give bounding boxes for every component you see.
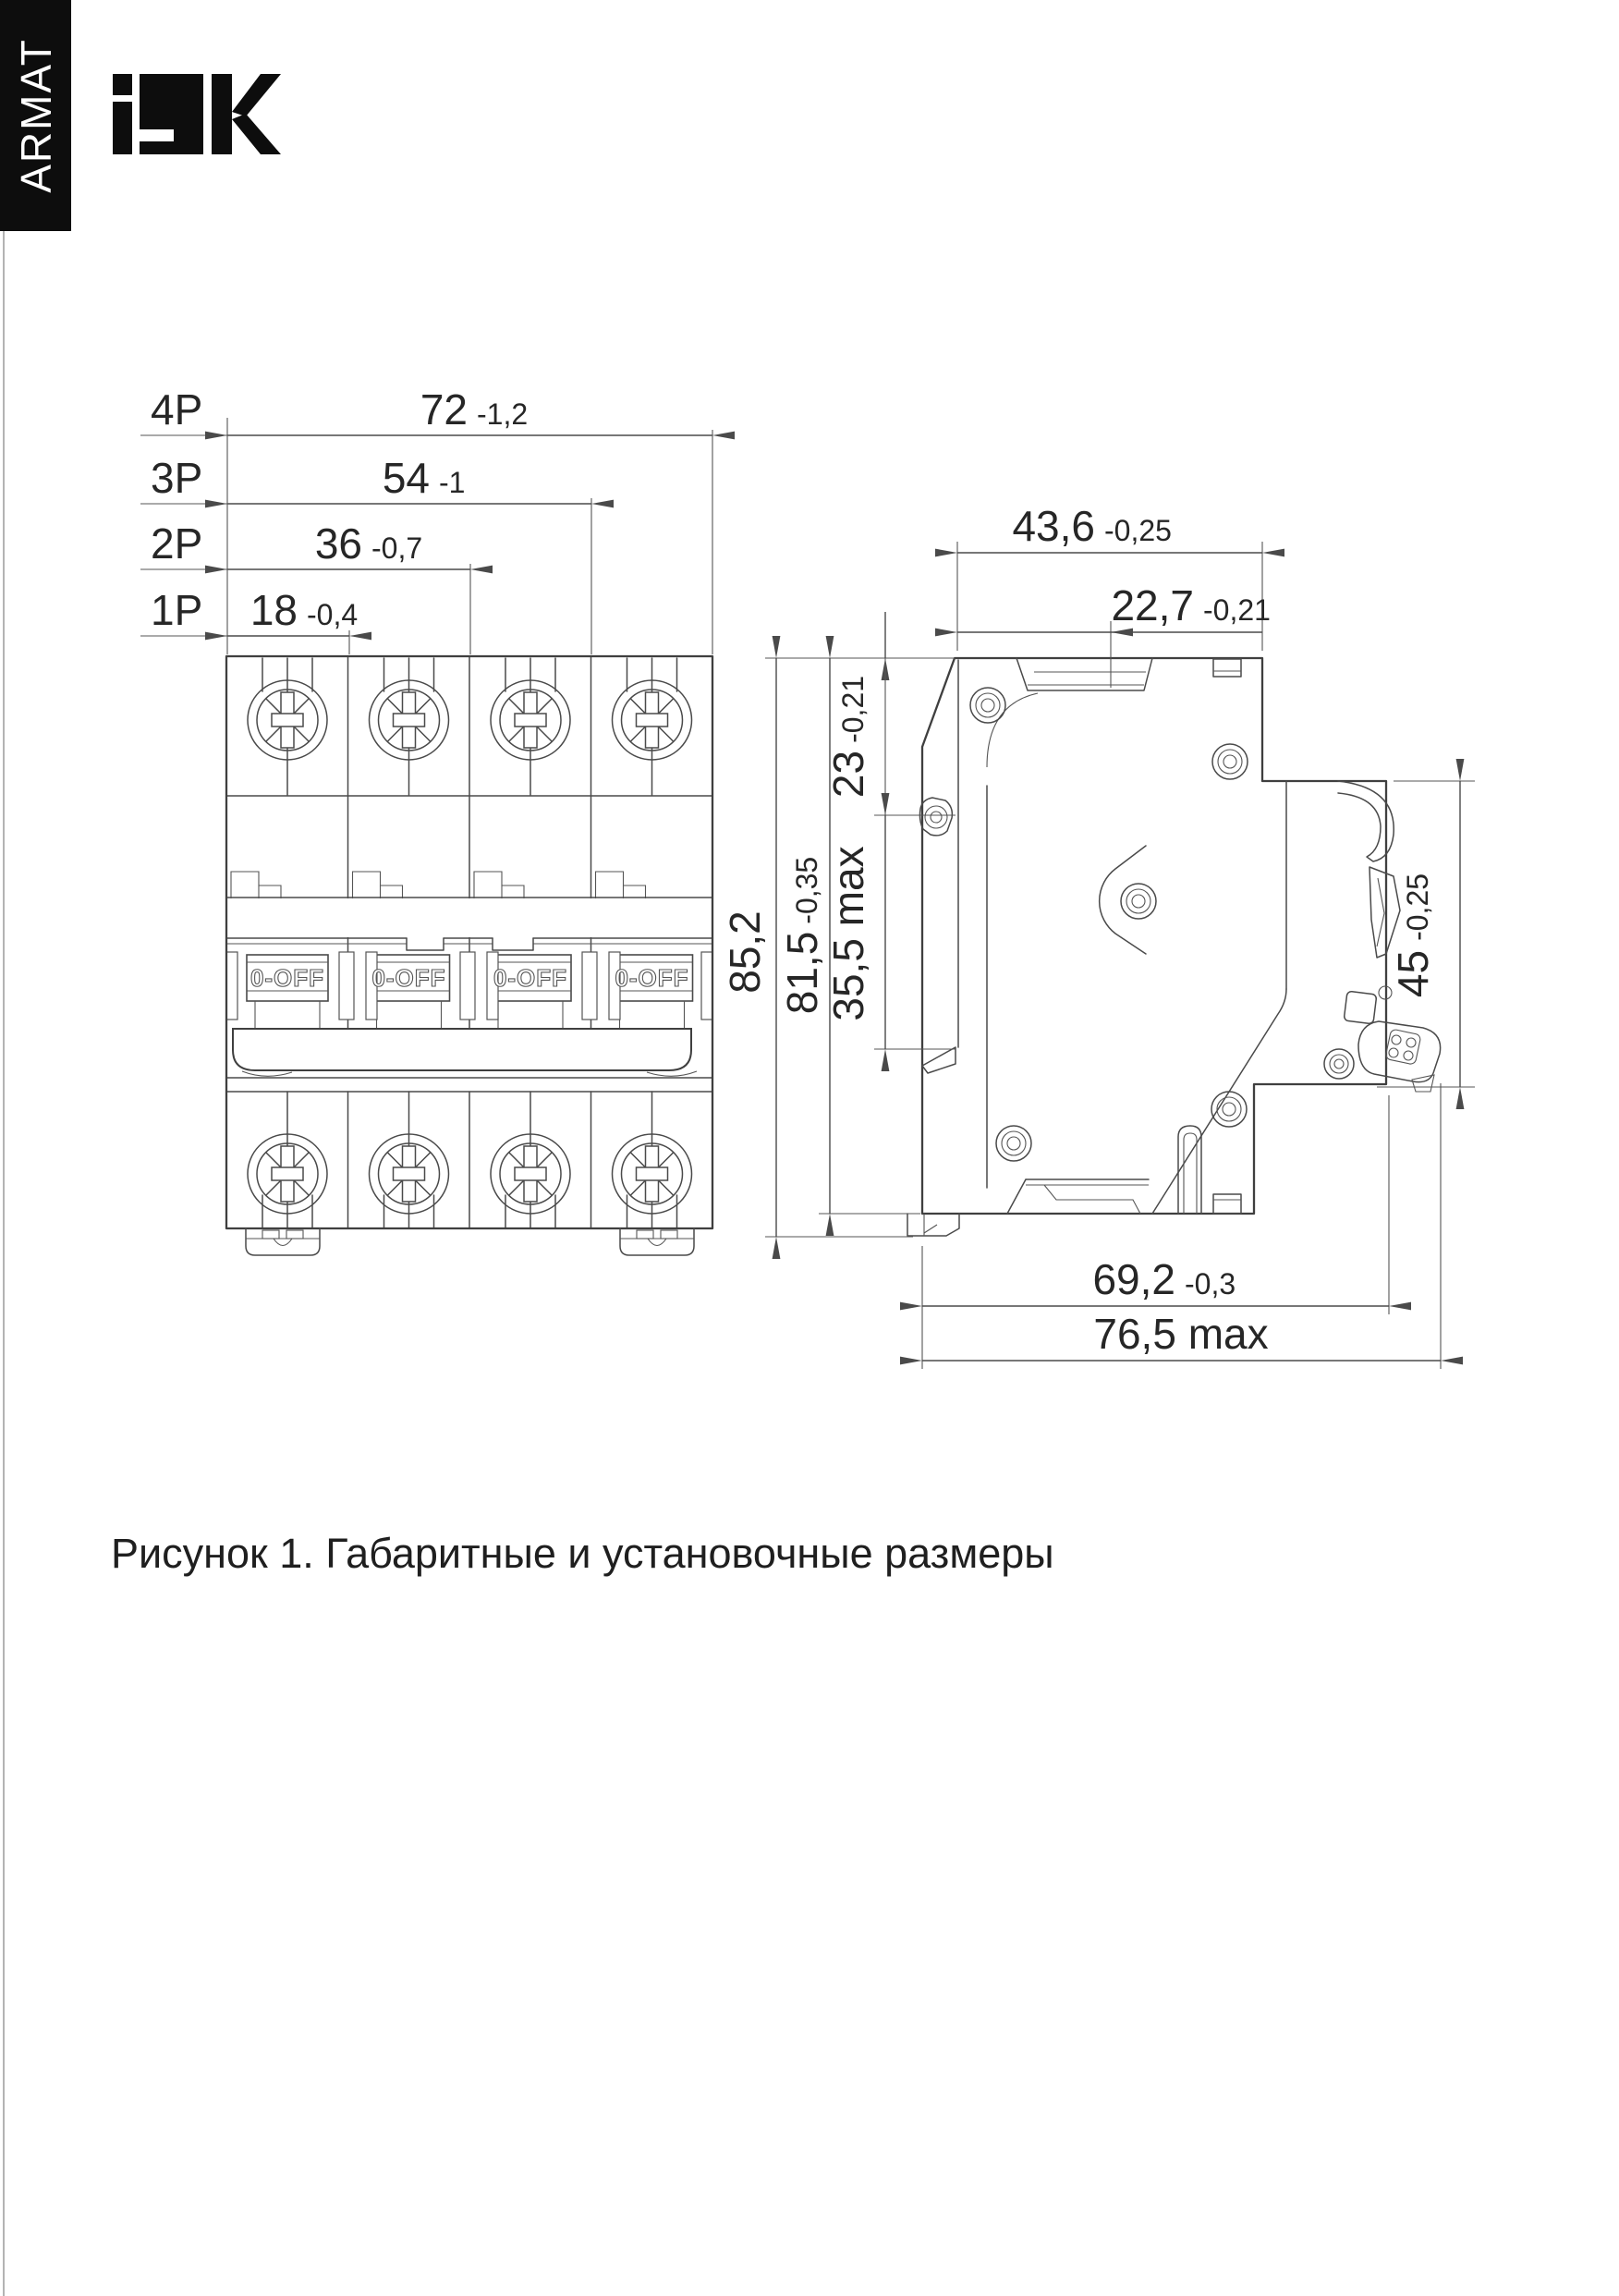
side-foot	[907, 1214, 959, 1236]
front-view	[140, 385, 712, 1255]
toggle-label: 0-OFF	[371, 964, 446, 992]
dim-value: 54	[382, 454, 430, 502]
toggle-label: 0-OFF	[615, 964, 689, 992]
armat-label: ARMAT	[11, 38, 60, 193]
screw-bosses	[970, 688, 1354, 1161]
dim-tolerance: -1,2	[477, 397, 529, 431]
dim-depth-max: 76,5 max	[1093, 1310, 1269, 1358]
dim-4p	[140, 385, 712, 654]
toggle-label: 0-OFF	[250, 964, 325, 992]
dim-width-recess: 22,7	[1111, 581, 1194, 629]
figure-caption: Рисунок 1. Габаритные и установочные размеры	[111, 1530, 1054, 1577]
pole-label: 2P	[151, 519, 203, 568]
front-body	[226, 656, 712, 1255]
dim-depth-body-tol: -0,3	[1185, 1267, 1236, 1301]
pole-label: 3P	[151, 454, 203, 502]
dim-value: 18	[250, 586, 298, 634]
side-body-outline	[922, 658, 1386, 1214]
dim-tolerance: -0,4	[307, 598, 359, 631]
dim-width-top: 43,6	[1012, 502, 1095, 550]
side-dimensions	[721, 502, 1475, 1369]
dim-terminal-to-toggle: 35,5 max	[824, 846, 872, 1021]
dim-height-body: 81,5-0,35	[778, 856, 826, 1015]
rear-top-tab	[1213, 659, 1241, 677]
toggle-label: 0-OFF	[493, 964, 568, 992]
pole-label: 4P	[151, 385, 203, 434]
din-latch	[1358, 1021, 1441, 1092]
side-view	[721, 502, 1475, 1369]
dim-width-top-tol: -0,25	[1104, 514, 1172, 547]
pole-label: 1P	[151, 586, 203, 634]
dim-tolerance: -0,7	[371, 531, 423, 565]
dim-width-recess-tol: -0,21	[1203, 593, 1271, 627]
dim-value: 72	[420, 385, 468, 434]
dim-top-to-terminal: 23-0,21	[824, 675, 872, 799]
din-spring	[1369, 867, 1400, 958]
dim-3p	[140, 454, 591, 654]
toggle-tie-bar	[233, 1029, 691, 1070]
dim-depth-body: 69,2	[1092, 1255, 1175, 1303]
dim-tolerance: -1	[439, 466, 466, 499]
toggle-tip	[922, 1047, 956, 1073]
square-hole	[1344, 991, 1377, 1024]
clip-channel	[1178, 1126, 1201, 1214]
pole-dimension-rows	[140, 385, 712, 654]
iek-logo-icon	[113, 74, 281, 154]
dim-height-overall: 85,2	[721, 910, 769, 994]
dim-1p	[140, 586, 358, 654]
dim-value: 36	[314, 519, 362, 568]
dim-front-height: 45-0,25	[1389, 873, 1437, 998]
